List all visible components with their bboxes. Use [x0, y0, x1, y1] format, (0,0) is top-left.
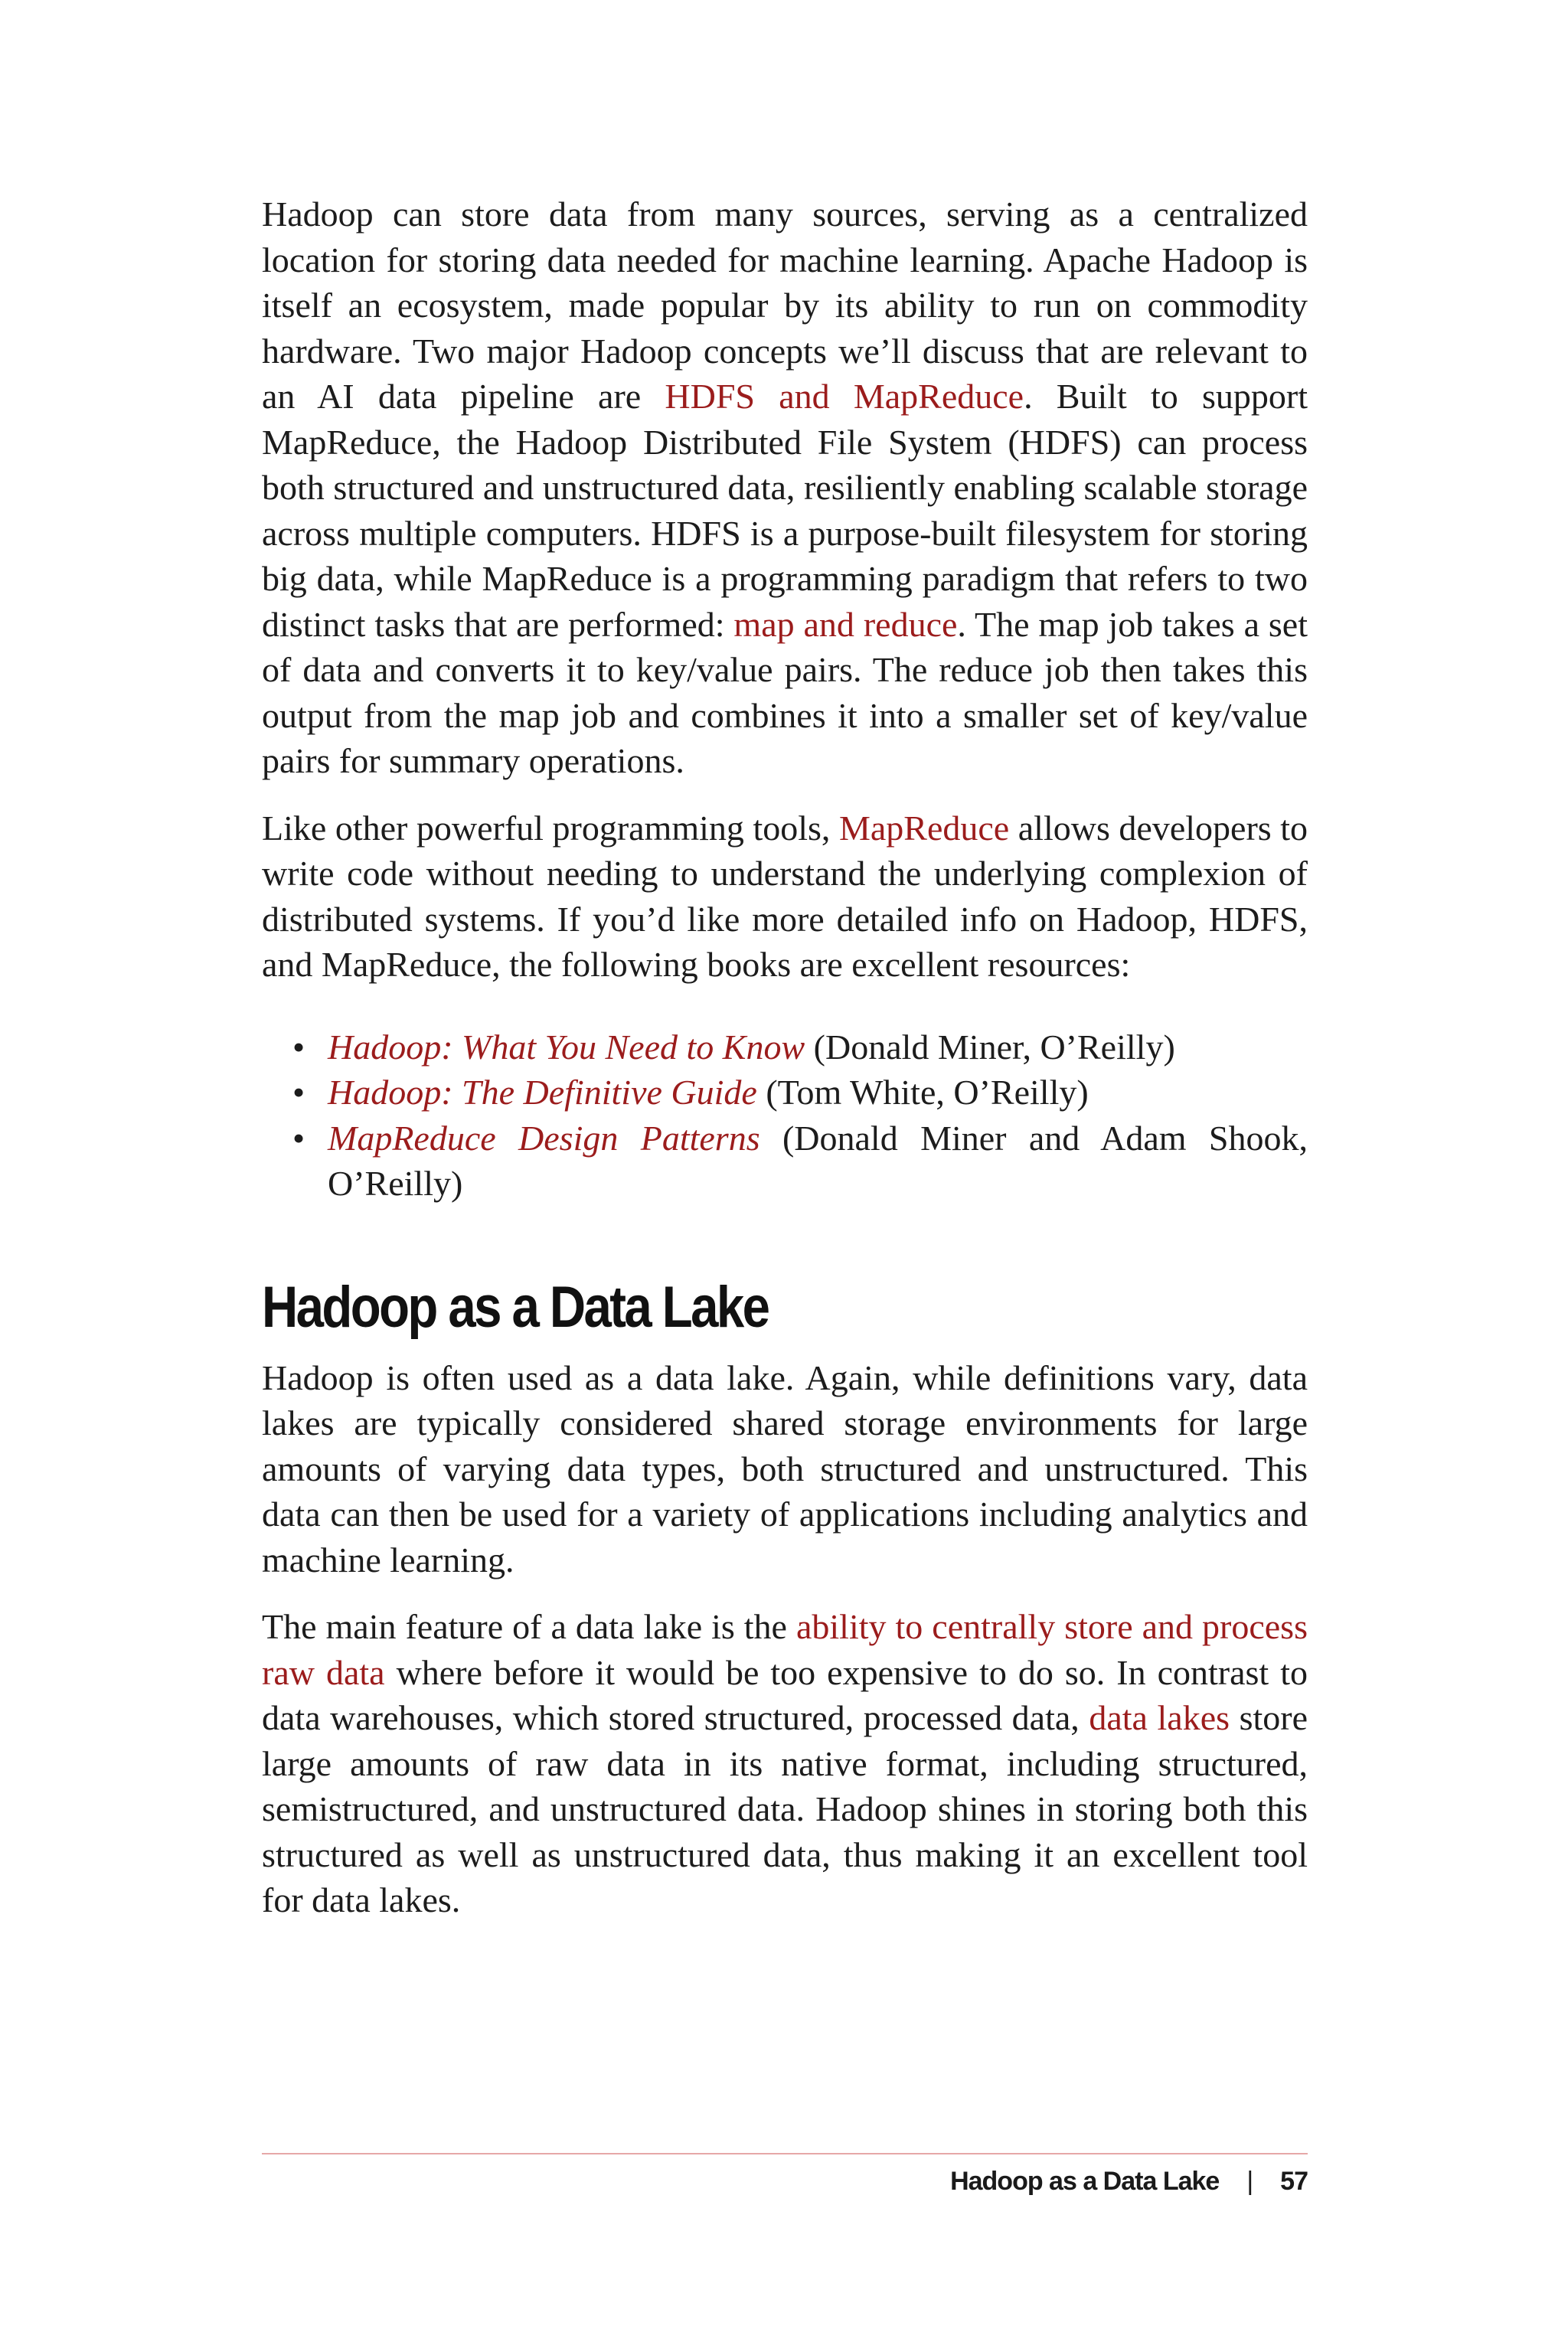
bullet-icon: • — [292, 1118, 305, 1158]
link-data-lakes[interactable]: data lakes — [1089, 1698, 1230, 1737]
paragraph-text: The main feature of a data lake is the — [262, 1607, 796, 1646]
link-mapreduce[interactable]: MapReduce — [838, 808, 1010, 848]
paragraph-text: . The map job takes a set of data and converts it to key/value pairs. The reduce job then takes this output from the map job and combines it into a smaller set of key/value pairs for summary operations. — [262, 604, 1308, 780]
book-author: (Donald Miner and Adam Shook, O’Reilly) — [328, 1118, 1308, 1203]
paragraph-text: allows developers to write code without needing to understand the underlying complexion of distributed systems. If you’d like more detailed info on Hadoop, HDFS, and MapReduce, the following books are excellent resources: — [262, 808, 1308, 984]
link-hdfs-and-mapreduce[interactable]: HDFS and MapReduce — [665, 377, 1024, 416]
link-book-mapreduce-design-patterns[interactable]: MapReduce Design Patterns — [328, 1118, 760, 1158]
paragraph-text: store large amounts of raw data in its native format, including structured, semistructured, and unstructured data. Hadoop shines in storing both this structured as well as unstructured data, thus making it an excellent tool for data lakes. — [262, 1698, 1308, 1919]
link-map-and-reduce[interactable]: map and reduce — [733, 604, 958, 644]
footer-divider — [262, 2153, 1308, 2154]
running-head: Hadoop as a Data Lake — [950, 2167, 1220, 2196]
paragraph-text: . Built to support MapReduce, the Hadoop Distributed File System (HDFS) can process both structured and unstructured data, resiliently enabling scalable storage across multiple computers. HDFS is a purpose-built filesystem for storing big data, while MapReduce is a programming paradigm that refers to two distinct tasks that are performed: — [262, 377, 1308, 644]
page-footer — [950, 2167, 1308, 2197]
paragraph-text: where before it would be too expensive to do so. In contrast to data warehouses, which stored structured, processed data, — [262, 1652, 1308, 1737]
link-book-hadoop-definitive-guide[interactable]: Hadoop: The Definitive Guide — [328, 1073, 757, 1112]
page-number: 57 — [1280, 2167, 1308, 2196]
book-list — [262, 1024, 1308, 1207]
paragraph-data-lake-feature — [262, 1604, 1308, 1923]
page-content — [262, 191, 1308, 1945]
list-item — [262, 1116, 1308, 1207]
link-book-hadoop-what-you-need-to-know[interactable]: Hadoop: What You Need to Know — [328, 1027, 805, 1067]
list-item — [262, 1070, 1308, 1116]
book-author: (Tom White, O’Reilly) — [756, 1073, 1089, 1112]
paragraph-text: Like other powerful programming tools, — [262, 808, 839, 848]
paragraph-text: Hadoop can store data from many sources, serving as a centralized location for storing data needed for machine learning. Apache Hadoop is itself an ecosystem, made popular by its ability to run on commodity hardware. Two major Hadoop concepts we’ll discuss that are relevant to an AI data pipeline are — [262, 194, 1308, 416]
footer-separator: | — [1246, 2167, 1253, 2196]
book-author: (Donald Miner, O’Reilly) — [805, 1027, 1175, 1067]
paragraph-mapreduce-tools — [262, 805, 1308, 988]
bullet-icon: • — [292, 1027, 305, 1067]
paragraph-hadoop-intro — [262, 191, 1308, 784]
list-item — [262, 1024, 1308, 1070]
bullet-icon: • — [292, 1073, 305, 1112]
section-heading: Hadoop as a Data Lake — [262, 1274, 769, 1340]
paragraph-data-lake-definition: Hadoop is often used as a data lake. Again, while definitions vary, data lakes are typically considered shared storage environments for large amounts of varying data types, both structured and unstructured. This data can then be used for a variety of applications including analytics and machine learning. — [262, 1357, 1308, 1579]
link-centrally-store-raw-data[interactable]: ability to centrally store and process raw data — [262, 1607, 1308, 1692]
